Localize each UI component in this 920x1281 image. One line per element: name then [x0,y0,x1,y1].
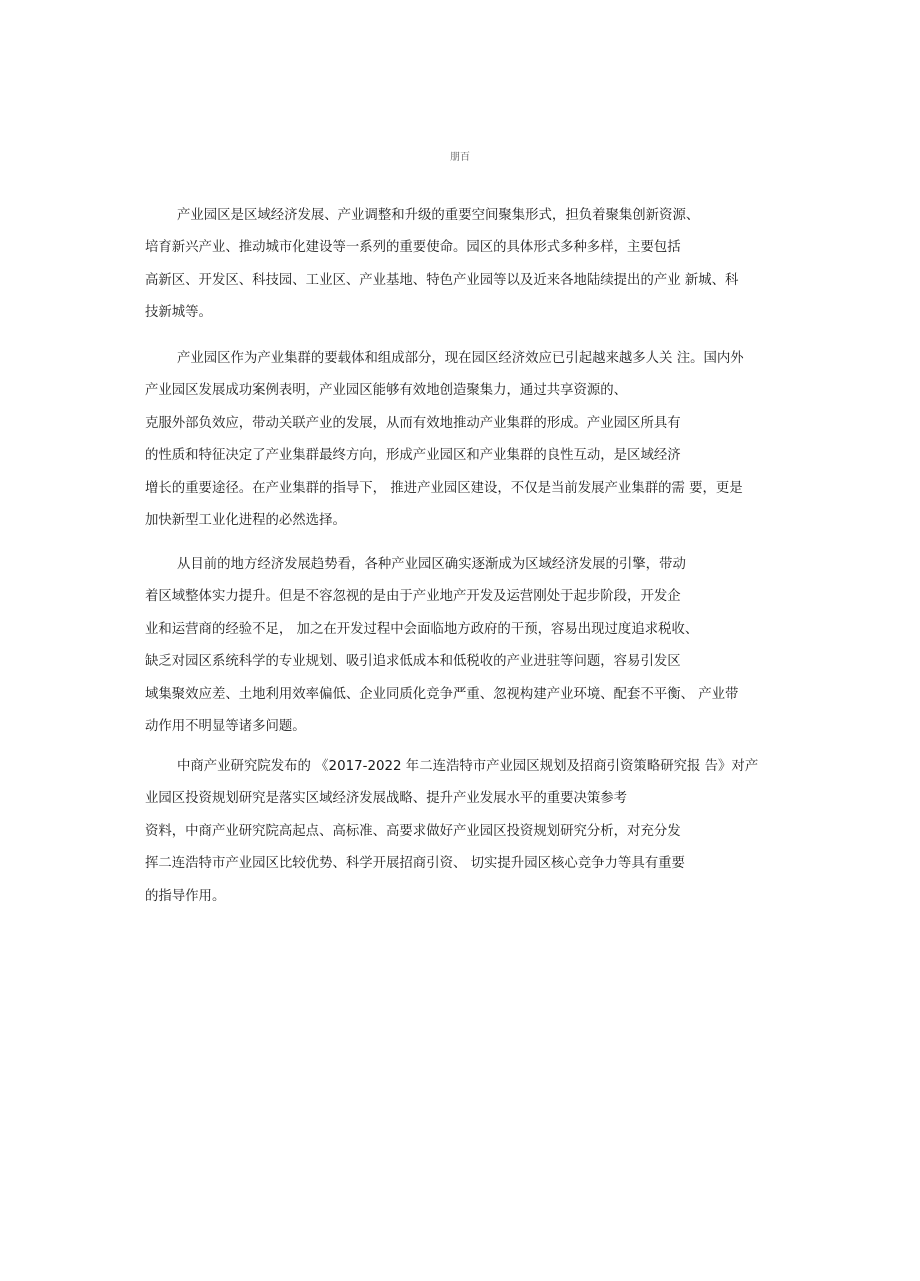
paragraph-line: 动作用不明显等诸多问题。 [145,718,306,734]
paragraph-2 [145,349,785,543]
paragraph-3 [145,555,785,749]
paragraph-4 [145,757,785,919]
paragraph-line: 加快新型工业化进程的必然选择。 [145,512,346,528]
paragraph-line: 技新城等。 [145,305,212,321]
paragraph-line: 中商产业研究院发布的 《2017-2022 年二连浩特市产业园区规划及招商引资策略研究报 告》对产 [177,759,759,774]
paragraph-line: 业和运营商的经验不足， 加之在开发过程中会面临地方政府的干预，容易出现过度追求税收、 [145,621,699,637]
paragraph-line: 从目前的地方经济发展趋势看，各种产业园区确实逐渐成为区域经济发展的引擎，带动 [177,557,686,572]
paragraph-1 [145,206,785,336]
paragraph-line: 产业园区发展成功案例表明，产业园区能够有效地创造聚集力，通过共享资源的、 [145,383,628,399]
paragraph-line: 缺乏对园区系统科学的专业规划、吸引追求低成本和低税收的产业进驻等问题，容易引发区 [145,654,681,670]
paragraph-line: 高新区、开发区、科技园、工业区、产业基地、特色产业园等以及近来各地陆续提出的产业 新城、科 [145,272,739,288]
paragraph-line: 产业园区是区域经济发展、产业调整和升级的重要空间聚集形式，担负着聚集创新资源、 [177,208,700,223]
paragraph-line: 着区域整体实力提升。但是不容忽视的是由于产业地产开发及运营刚处于起步阶段，开发企 [145,589,681,605]
paragraph-line: 挥二连浩特市产业园区比较优势、科学开展招商引资、 切实提升园区核心竞争力等具有重要 [145,856,685,872]
paragraph-line: 业园区投资规划研究是落实区域经济发展战略、提升产业发展水平的重要决策参考 [145,791,628,807]
paragraph-line: 的性质和特征决定了产业集群最终方向，形成产业园区和产业集群的良性互动，是区域经济 [145,448,681,464]
paragraph-line: 克服外部负效应，带动关联产业的发展，从而有效地推动产业集群的形成。产业园区所具有 [145,415,681,431]
paragraph-line: 域集聚效应差、土地利用效率偏低、企业同质化竞争严重、忽视构建产业环境、配套不平衡、 产业带 [145,686,739,702]
paragraph-line: 培育新兴产业、推动城市化建设等一系列的重要使命。园区的具体形式多种多样，主要包括 [145,240,681,256]
paragraph-line: 资料，中商产业研究院高起点、高标准、高要求做好产业园区投资规划研究分析，对充分发 [145,823,681,839]
page-header: 朋百 [450,152,470,163]
paragraph-line: 的指导作用。 [145,888,226,904]
paragraph-line: 增长的重要途径。在产业集群的指导下， 推进产业园区建设，不仅是当前发展产业集群的需 要，更是 [145,480,743,496]
paragraph-line: 产业园区作为产业集群的要载体和组成部分，现在园区经济效应已引起越来越多人关 注。国内外 [177,351,744,366]
